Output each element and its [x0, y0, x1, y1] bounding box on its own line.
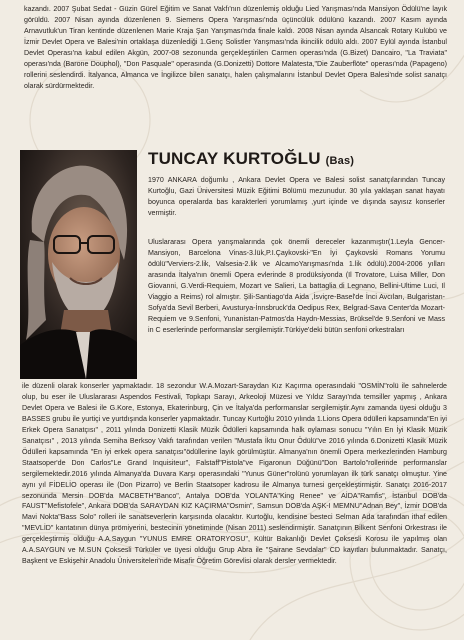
voice-type: (Bas)	[325, 155, 355, 167]
artist-bio-paragraph-full-width: ile düzenli olarak konserler yapmaktadır. 18 sezondur W.A.Mozart-Saraydan Kız Kaçırma operasındaki "OSMİN"rolü ile sahnelerde olup, bu eser ile Uluslararası Aspendos Festivali, Topkapı Sarayı, Arkeoloji Müzesi ve Yıldız Sarayı'nda temsiller yapmış , Ankara Devlet Opera ve Balesi ile G.Kore, Estonya, Ekaterinburg, Çin ve İtalya'da performanslar sergilemiştir.Aynı zamanda üyesi olduğu 3 BASSES grubu ile yurtiçi ve yurtdışında konserler yapmaktadır. Tuncay Kurtoğlu 2010 yılında 1.Lions Opera ödülleri kapsamında"En iyi Erkek Opera Sanatçısı" , 2011 yılında Donizetti Klasik Müzik Ödülleri kapsamında halk oylaması sonucu "Yılın En İyi Klasik Müzik Sanatçısı" , 2013 yılında Semiha Berksoy Vakfı tarafından verilen "Mustafa İktu Onur Ödülü"ve 2016 yılında 6.Donizetti Klasik Müzik Ödülleri kapsamında "En iyi erkek opera sanatçısı"ödüllerine layık görülmüştür. Almanya'nın önemli Opera merkezlerinden Hamburg Staatsoper'de Don Carlos"Le Grand Inquisiteur", Falstaff"Pistola"ve Figaronun Düğünü"Don Bartolo"rollerinde performanslar sergilemektedir.2016 yılında Almanya'da Duvara Karşı operasındaki "Yunus Güner"rolünü yorumlayan ilk türk sanatçı olmuştur. Yine aynı yıl FİDELİO operası ile (Don Pizarro) ve Berlin Staatsoper kadrosu ile Almanya turnesi gerçekleştirmiştir. Sanatçı 2016-2017 sezonunda Mersin DOB'da MACBETH"Banco", Antalya DOB'da YOLANTA"King Renee" ve AİDA"Ramfis", İstanbul DOB'da FAUST"Mefistofele", Ankara DOB'da SARAYDAN KIZ KAÇIRMA"Osmin", Samsun DOB'da AŞK-I MEMNU"Adnan Bey", İzmir DOB'da Mavi Nokta"Bass Solo" rolleri ile sanatseverlerin karşısında olacaktır. Kurtoğlu, kendisine besteci Selman Ada tarafından ithaf edilen "MEVLİD" kantatının dünya prömiyerini, bestecinin yönetiminde (Nisan 2011) seslendirmiştir. Sanatçının Bilkent Senfoni Orkestrası ile gerçekleştirmiş olduğu A.A.Saygun "YUNUS EMRE ORATORYOSU", Kültür Bakanlığı Devlet Çoksesli Korosu ile yapılmış olan A.A.SAYGUN ve M.SUN Çoksesli Türküler ve üyesi olduğu Grup Abra ile "Şairane Sevdalar" CD kayıtları bulunmaktadır. Sanatçı, Başkent ve Eskişehir Anadolu Üniversiteleri'nde Misafir Öğretim Görevlisi olarak dersler vermektedir.	[22, 382, 447, 566]
artist-intro-paragraph: 1970 ANKARA doğumlu , Ankara Devlet Opera ve Balesi solist sanatçılarından Tuncay Kurtoğlu, Gazi Üniversitesi Müzik Eğitimi Bölümü mezunudur. 30 yıla yaklaşan sanat hayatı boyunca operalarda bas karakterleri yorumlamış ,yurt içinde ve dışında sayısız konserler vermiştir.	[148, 176, 445, 217]
artist-bio-paragraph-beside-photo: Uluslararası Opera yarışmalarında çok önemli dereceler kazanmıştır(1.Leyla Gencer-Mansiyon, Barcelona Vinas-3.lük,P.I.Çaykovski-"En İyi Çaykovski Romans Yorumu ödülü"Verviers-2.lik, Valsesia-2.lik ve AlcamoYarışması'nda 1.lik ödülü).2004-2006 yılları arasında İtalya'nın önemli Opera evlerinde 8 prodüksiyonda (Il Trovatore, Luisa Miller, Don Giovanni, G.Verdi-Requiem, Mozart ve Salieri, La battaglia di Legnano, Bellini-Ultime Luci, Il Viaggio a Reims) rol almıştır. Şili-Santiago'da Aida ,İsviçre-Basel'de İnci Avcıları, Bulgaristan-Sofya'da Sevil Berberi, Avusturya-İnnsbruck'da Oedipus Rex, Belgrad-Sava Center'da Mozart-Requiem ve 9.Senfoni, Yunanistan-Patmos'da Haydn-Messias, Brüksel'de 9.Senfoni ve Mass in C eserlerinde performanslar sergilemiştir.Türkiye'deki bütün senfoni orkestraları	[148, 238, 445, 334]
artist-name-heading	[148, 149, 354, 169]
artist-portrait-photo	[20, 150, 137, 379]
artist-name: TUNCAY KURTOĞLU	[148, 149, 321, 168]
previous-artist-bio-continuation: kazandı. 2007 Şubat Sedat - Güzin Gürel Eğitim ve Sanat Vakfı'nın düzenlemiş olduğu Lied Yarışması'nda Mansiyon Ödülü'ne layık görüldü. 2007 Nisan ayında düzenlenen 9. Siemens Opera Yarışması'nda üçüncülük ödülünü kazandı. 2007 Kasım ayında Arnavutluk'un Tiran kentinde düzenlenen Marie Kraja Şan Yarışması'nda finale kaldı. 2008 Nisan ayında Alsancak Rotary Kulübü ve İzmir Devlet Opera ve Balesi'nin ortaklaşa düzenlediği 1.Genç Solistler Yarışması'nda ikincilik ödülü aldı. 2007 Eylül ayında İstanbul Devlet Operası'na kabul edilen Akgün, 2007-08 sezonunda gerçekleştirilen Carmen operası'nda (G.Bizet) Dancairo, "La Traviata" operası'nda (Barone Douphol), "Don Pasquale" operasında (G.Donizetti) Dottore Malatesta,"Die Zauberflöte" operası'nda (Papageno) rollerini seslendirdi. İtalyanca, Almanca ve İngilizce bilen sanatçı, halen çalışmalarını İstanbul Devlet Opera Balesi'nde solist sanatçı olarak sürdürmektedir.	[24, 5, 447, 90]
